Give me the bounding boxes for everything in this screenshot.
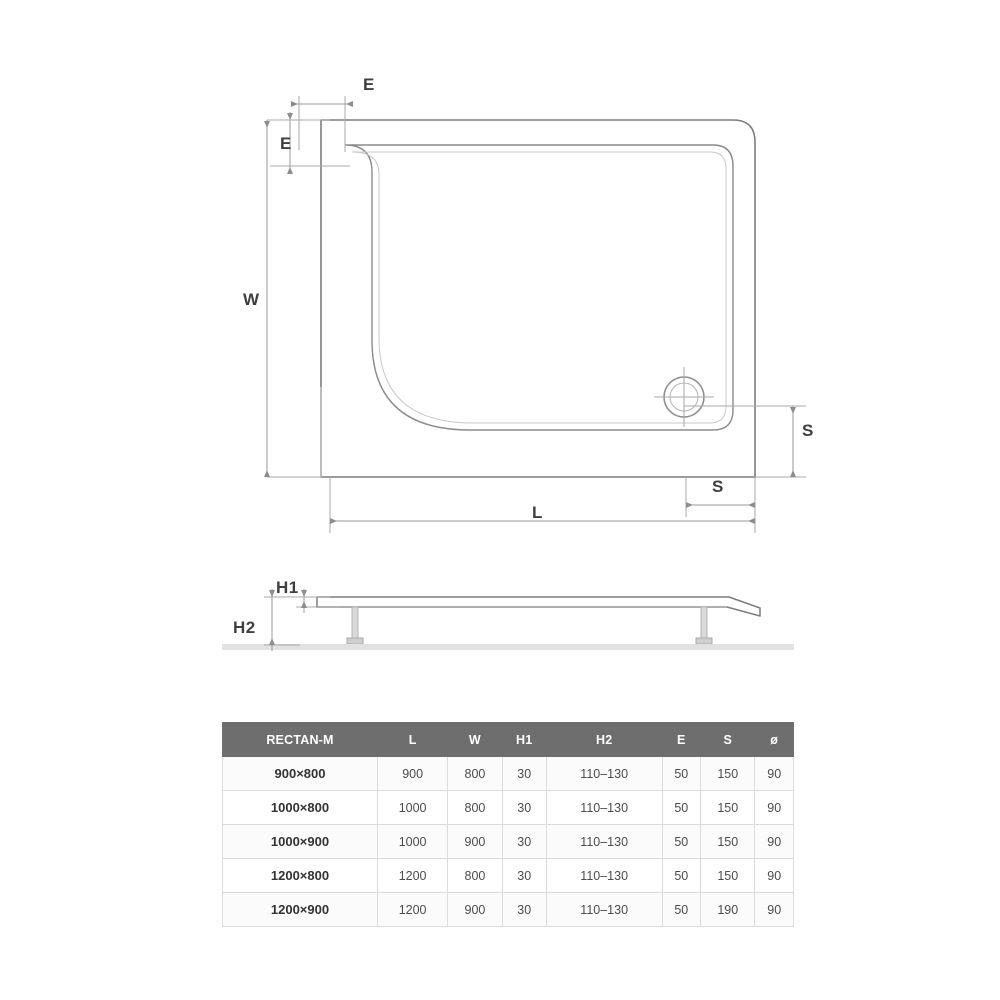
arrowhead-h1-top (301, 590, 307, 597)
table-header-cell-3: H1 (502, 723, 546, 757)
row-cell-w: 900 (448, 825, 502, 859)
label-e-left: E (280, 134, 292, 153)
row-cell-h1: 30 (502, 893, 546, 927)
row-cell-l: 1000 (378, 825, 448, 859)
row-cell-h2: 110–130 (546, 893, 662, 927)
arrowhead-e-top-right (346, 101, 353, 107)
arrowhead-l-right (748, 518, 755, 524)
row-cell-s: 190 (701, 893, 755, 927)
row-cell-l: 1200 (378, 893, 448, 927)
label-s-bottom: S (712, 477, 724, 496)
table-row (223, 893, 794, 927)
row-cell-d: 90 (755, 859, 794, 893)
row-cell-w: 800 (448, 791, 502, 825)
floor-line (222, 644, 794, 650)
row-cell-l: 1000 (378, 791, 448, 825)
table-header-cell-1: L (378, 723, 448, 757)
row-cell-h1: 30 (502, 825, 546, 859)
table-header-cell-0: RECTAN-M (223, 723, 378, 757)
row-cell-h2: 110–130 (546, 859, 662, 893)
specification-table (222, 722, 794, 927)
row-cell-s: 150 (701, 791, 755, 825)
row-cell-w: 900 (448, 893, 502, 927)
row-cell-s: 150 (701, 859, 755, 893)
row-cell-e: 50 (662, 791, 701, 825)
table-header-cell-5: E (662, 723, 701, 757)
row-cell-s: 150 (701, 757, 755, 791)
row-cell-h1: 30 (502, 757, 546, 791)
arrowhead-h2-bottom (269, 638, 275, 645)
row-cell-l: 1200 (378, 859, 448, 893)
table-row (223, 791, 794, 825)
row-name: 1200×900 (223, 893, 378, 927)
table-row (223, 825, 794, 859)
row-cell-w: 800 (448, 859, 502, 893)
arrowhead-l-left (330, 518, 337, 524)
arrowhead-s-right-bottom (790, 470, 796, 477)
label-h1: H1 (276, 578, 299, 597)
table-header-cell-2: W (448, 723, 502, 757)
row-cell-h1: 30 (502, 859, 546, 893)
arrowhead-s-right-top (790, 407, 796, 414)
arrowhead-e-top-left (291, 101, 298, 107)
row-cell-l: 900 (378, 757, 448, 791)
table-header-cell-4: H2 (546, 723, 662, 757)
arrowhead-e-left-bottom (287, 167, 293, 174)
label-h2: H2 (233, 618, 256, 637)
row-cell-d: 90 (755, 791, 794, 825)
row-cell-e: 50 (662, 859, 701, 893)
label-e-top: E (363, 75, 375, 94)
row-name: 1000×800 (223, 791, 378, 825)
arrowhead-e-left-top (287, 113, 293, 120)
row-cell-d: 90 (755, 757, 794, 791)
row-cell-s: 150 (701, 825, 755, 859)
table-header-row (223, 723, 794, 757)
arrowhead-w-bottom (264, 470, 270, 477)
row-name: 900×800 (223, 757, 378, 791)
side-tray-leg-right (696, 607, 712, 644)
row-name: 1000×900 (223, 825, 378, 859)
row-cell-e: 50 (662, 757, 701, 791)
table-row (223, 859, 794, 893)
table-header-cell-7: ø (755, 723, 794, 757)
row-cell-h2: 110–130 (546, 757, 662, 791)
label-s-right: S (802, 421, 814, 440)
label-w: W (243, 290, 260, 309)
row-cell-h2: 110–130 (546, 825, 662, 859)
table-header-cell-6: S (701, 723, 755, 757)
arrowhead-s-bottom-right (748, 502, 755, 508)
row-cell-h2: 110–130 (546, 791, 662, 825)
arrowhead-h1-bottom (301, 601, 307, 608)
row-cell-e: 50 (662, 893, 701, 927)
label-l: L (532, 503, 543, 522)
row-cell-w: 800 (448, 757, 502, 791)
side-tray-leg-left (347, 607, 363, 644)
arrowhead-h2-top (269, 590, 275, 597)
table-row (223, 757, 794, 791)
side-view-drawing (0, 575, 1000, 705)
arrowhead-w-top (264, 121, 270, 128)
row-cell-e: 50 (662, 825, 701, 859)
row-cell-d: 90 (755, 825, 794, 859)
row-name: 1200×800 (223, 859, 378, 893)
row-cell-d: 90 (755, 893, 794, 927)
row-cell-h1: 30 (502, 791, 546, 825)
arrowhead-s-bottom-left (686, 502, 693, 508)
